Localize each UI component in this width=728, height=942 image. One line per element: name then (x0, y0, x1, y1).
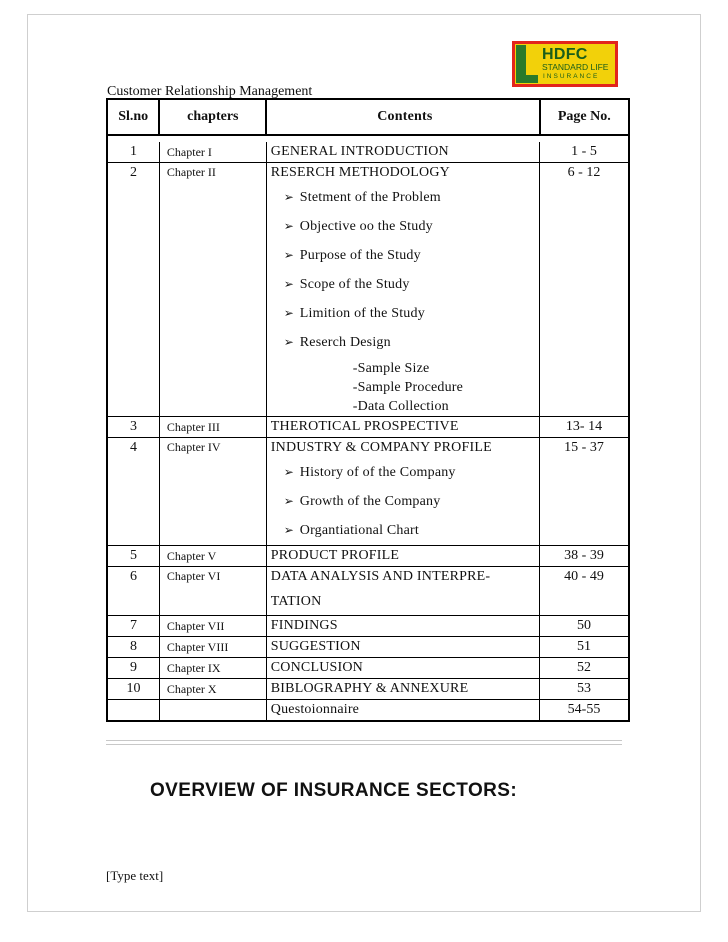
table-row: 8 Chapter VIII SUGGESTION 51 (107, 637, 629, 658)
list-item: ➢ History of of the Company (283, 465, 456, 480)
table-row: 3 Chapter III THEROTICAL PROSPECTIVE 13- 14 (107, 417, 629, 438)
table-row: Questoionnaire 54-55 (107, 700, 629, 722)
table-row: 6 Chapter VI DATA ANALYSIS AND INTERPRE- TATION 40 - 49 (107, 567, 629, 616)
list-item: -Sample Procedure (352, 380, 464, 395)
list-item: ➢ Reserch Design (283, 335, 391, 350)
row-content-continued: TATION (270, 594, 322, 609)
row-content: INDUSTRY & COMPANY PROFILE (270, 440, 492, 455)
list-item: ➢ Purpose of the Study (283, 248, 421, 263)
table-row: 9 Chapter IX CONCLUSION 52 (107, 658, 629, 679)
hdfc-logo: HDFC STANDARD LIFE INSURANCE (512, 41, 618, 87)
list-item: -Sample Size (352, 361, 430, 376)
list-item: ➢ Limition of the Study (283, 306, 425, 321)
section-heading: OVERVIEW OF INSURANCE SECTORS: (150, 780, 518, 801)
footer-text: [Type text] (106, 868, 164, 883)
contents-table (106, 98, 630, 722)
list-item: ➢ Scope of the Study (283, 277, 410, 292)
list-item: ➢ Stetment of the Problem (283, 190, 441, 205)
section-divider (106, 740, 622, 745)
table-row: 1 Chapter I GENERAL INTRODUCTION 1 - 5 (107, 142, 629, 163)
table-row: 7 Chapter VII FINDINGS 50 (107, 616, 629, 637)
col-header-slno: Sl.no (107, 99, 159, 135)
col-header-page: Page No. (540, 99, 629, 135)
col-header-contents: Contents (266, 99, 539, 135)
table-row: 4 Chapter IV INDUSTRY & COMPANY PROFILE ➢ History of of the Company ➢ Growth of the Company ➢ Organtiational Chart 15 - 37 (107, 438, 629, 546)
row-content: RESERCH METHODOLOGY (270, 165, 450, 180)
list-item: ➢ Objective oo the Study (283, 219, 433, 234)
table-row: 5 Chapter V PRODUCT PROFILE 38 - 39 (107, 546, 629, 567)
list-item: -Data Collection (352, 399, 449, 414)
table-row: 10 Chapter X BIBLOGRAPHY & ANNEXURE 53 (107, 679, 629, 700)
table-row: 2 Chapter II RESERCH METHODOLOGY ➢ Stetment of the Problem ➢ Objective oo the Study ➢ Purpose of the Study ➢ Scope of the Study ➢ Limition of the Study ➢ Reserch Design -Sample Size -Sample Procedure -Data Collection 6 - 12 (107, 163, 629, 417)
row-content: DATA ANALYSIS AND INTERPRE- (270, 569, 491, 584)
col-header-chapters: chapters (159, 99, 266, 135)
list-item: ➢ Growth of the Company (283, 494, 441, 509)
header-title: Customer Relationship Management (107, 84, 313, 99)
list-item: ➢ Organtiational Chart (283, 523, 419, 538)
